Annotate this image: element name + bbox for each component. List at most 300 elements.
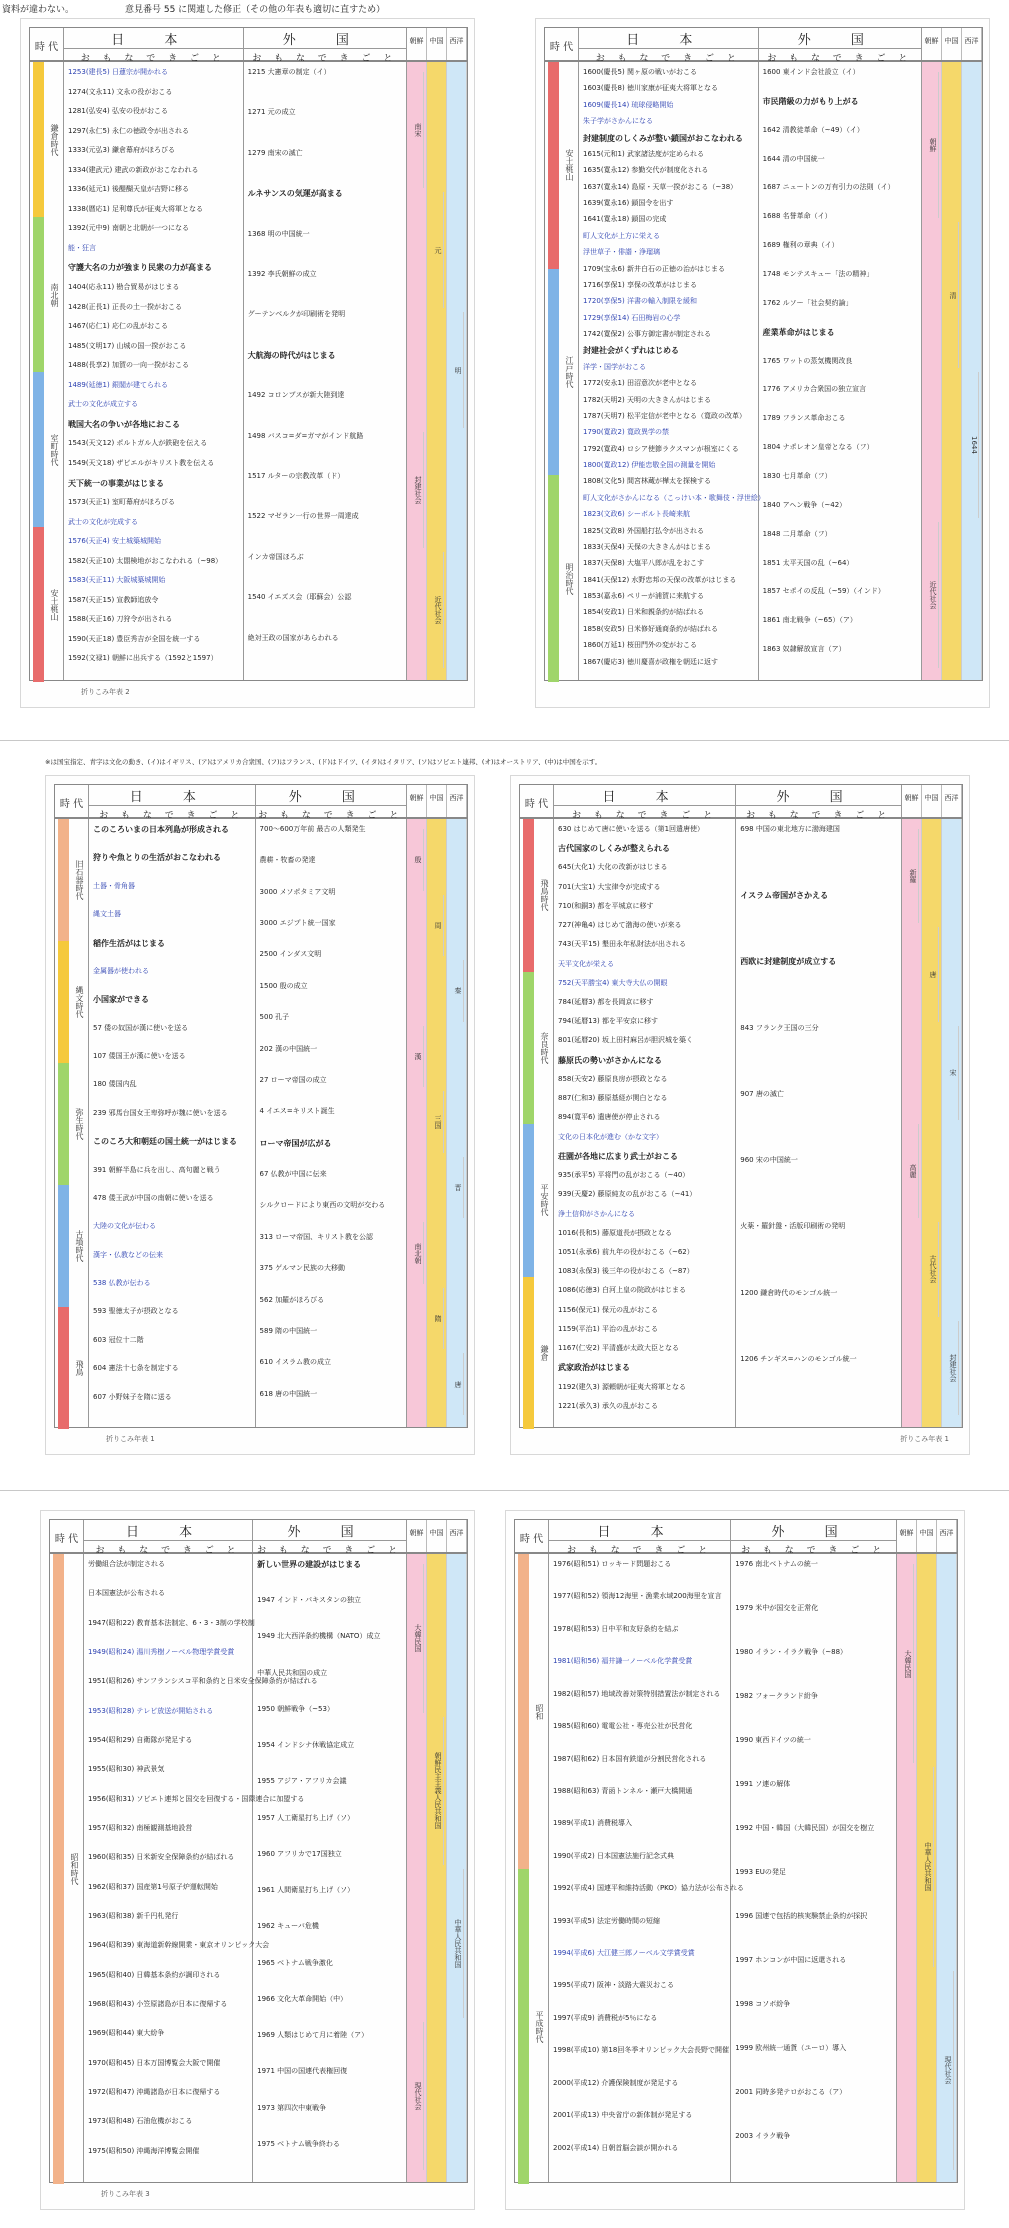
japan-event: 1221(承久3) 承久の乱がおこる [558, 1401, 658, 1410]
era-label: 鎌倉時代 [50, 123, 59, 156]
japan-event: 守護大名の力が強まり民衆の力が高まる [68, 263, 212, 273]
era-color-band [33, 62, 44, 217]
foreign-header [736, 785, 902, 821]
era-color-band [548, 475, 559, 682]
side-label-text: 唐 [450, 1353, 464, 1415]
side-label: 西洋 [937, 1520, 957, 1552]
era-label: 昭和時代 [70, 1853, 79, 1885]
japan-event: 1392(元中9) 南朝と北朝が一つになる [68, 224, 189, 233]
foreign-event: 1644 清の中国統一 [762, 154, 825, 163]
japan-events-column [89, 819, 256, 1427]
events-label: お も な で き ご と [746, 811, 892, 821]
japan-event: 1808(文化5) 間宮林蔵が樺太を探検する [583, 477, 711, 486]
japan-event: 1992(平成4) 国連平和維持活動（PKO）協力法が公布される [553, 1884, 744, 1893]
foreign-event: 907 唐の滅亡 [740, 1089, 784, 1098]
japan-event: 1488(長享2) 加賀の一向一揆がおこる [68, 361, 189, 370]
era-label: 南北朝 [50, 282, 59, 307]
japan-events-column [549, 1554, 744, 2182]
divider-1 [0, 740, 1009, 741]
japan-event: 1823(文政6) シーボルト長崎来航 [583, 510, 690, 519]
foreign-event: 843 フランク王国の三分 [740, 1023, 819, 1032]
japan-event: 1428(正長1) 正長の土一揆がおこる [68, 302, 182, 311]
foreign-event: 1998 コソボ紛争 [735, 2000, 791, 2008]
japan-event: 洋学・国学がおこる [583, 362, 646, 371]
era-color-band [53, 1554, 64, 2184]
foreign-event: 1965 ベトナム戦争激化 [257, 1958, 333, 1967]
sheet-footer: 折りこみ年表 3 [101, 2190, 150, 2198]
japan-event: 1947(昭和22) 教育基本法制定、6・3・3制の学校制 [88, 1618, 255, 1627]
side-label: 中国 [942, 28, 962, 60]
japan-event: 1982(昭和57) 地域改善対策特別措置法が制定される [553, 1689, 721, 1698]
events-label: お も な で き ご と [567, 1546, 713, 1556]
timeline-table [54, 818, 468, 1428]
japan-event: このころ大和朝廷の国土統一がはじまる [93, 1137, 237, 1147]
side-label: 朝鮮 [407, 28, 427, 60]
japan-event: 1016(長和5) 藤原道長が摂政となる [558, 1228, 672, 1237]
era-label: 鎌倉 [540, 1344, 549, 1361]
foreign-event: 1368 明の中国統一 [247, 229, 310, 238]
side-label-text: 晋 [450, 1157, 464, 1219]
side-label-text: 清 [945, 222, 959, 368]
japan-event: 1977(昭和52) 領海12海里・漁業水域200海里を宣言 [553, 1592, 722, 1601]
japan-event: 1582(天正10) 太閤検地がおこなわれる（~98） [68, 556, 223, 565]
side-label: 西洋 [447, 1520, 467, 1552]
japan-event: 1583(天正11) 大阪城築城開始 [68, 576, 166, 585]
foreign-event: 農耕・牧畜の発達 [259, 856, 316, 865]
foreign-event: 1765 ワットの蒸気機関改良 [762, 356, 853, 365]
foreign-event: 960 宋の中国統一 [740, 1156, 798, 1165]
japan-event: 1336(延元1) 後醍醐天皇が吉野に移る [68, 185, 189, 194]
foreign-event: 1973 第四次中東戦争 [257, 2103, 327, 2112]
japan-event: 1955(昭和30) 神武景気 [88, 1765, 165, 1774]
era-label: 江戸時代 [565, 355, 574, 388]
events-label: お も な で き ご と [258, 811, 404, 821]
foreign-event: 2003 イラク戦争 [735, 2132, 791, 2140]
japan-event: 1800(寛政12) 伊能忠敬全国の測量を開始 [583, 461, 716, 470]
foreign-event: 1955 アジア・アフリカ会議 [257, 1777, 347, 1786]
foreign-event: 1762 ルソー「社会契約論」 [762, 298, 853, 307]
side-columns [407, 62, 467, 680]
japan-event: 1281(弘安4) 弘安の役がおこる [68, 107, 168, 116]
side-label-text: 周 [430, 895, 444, 957]
japan-event: 浮世草子・俳諧・浄瑠璃 [583, 248, 660, 257]
foreign-event: グーテンベルクが印刷術を発明 [247, 310, 346, 319]
divider-2 [0, 1490, 1009, 1491]
japan-header [579, 28, 759, 64]
foreign-header [759, 28, 922, 64]
side-label-text: 新羅 [905, 829, 919, 923]
japan-header [549, 1520, 731, 1556]
foreign-event: 1962 キューバ危機 [257, 1922, 319, 1931]
side-label-text: 唐 [925, 927, 939, 1021]
japan-event: 1609(慶長14) 琉球侵略開始 [583, 100, 674, 109]
middle-legend-note: ※は国宝指定、青字は文化の動き、(イ)はイギリス、(ア)はアメリカ合衆国、(フ)はフランス、(ド)はドイツ、(イタ)はイタリア、(ソ)はソビエト連邦、(オ)はオーストリア、(中)は中国を示す。 [45, 758, 602, 766]
era-column [50, 1554, 84, 2182]
foreign-event: 1748 モンテスキュー「法の精神」 [762, 270, 874, 278]
japan-event: 752(天平勝宝4) 東大寺大仏の開眼 [558, 978, 668, 987]
top-title-note: 意見番号 55 に関連した修正（その他の年表も適切に直すため） [125, 5, 386, 15]
japan-event: 2000(平成12) 介護保険制度が発足する [553, 2078, 679, 2087]
foreign-event: 中華人民共和国の成立 [257, 1668, 328, 1677]
foreign-event: 1600 東インド会社設立（イ） [762, 68, 860, 76]
foreign-event: 589 隋の中国統一 [259, 1326, 318, 1335]
era-color-band [33, 372, 44, 527]
era-header: 時 代 [55, 785, 89, 817]
japan-event: 1995(平成7) 阪神・淡路大震災おこる [553, 1981, 674, 1990]
side-label-text: 封建社会 [410, 432, 424, 548]
foreign-event: 1861 南北戦争（~65）（ア） [762, 616, 857, 625]
timeline-table [514, 1553, 958, 2183]
japan-events-column [64, 62, 244, 680]
japan-event: 1787(天明7) 松平定信が老中となる（寛政の改革） [583, 411, 746, 420]
side-label-text: 南宋 [410, 72, 424, 188]
side-label-text: 三国 [430, 1091, 444, 1153]
japan-event: 939(天慶2) 藤原純友の乱がおこる（~41） [558, 1190, 697, 1199]
japan-event: 天下統一の事業がはじまる [68, 478, 164, 488]
foreign-event: 1991 ソ連の解体 [735, 1780, 791, 1788]
table-header [514, 1519, 958, 1556]
foreign-event: 1993 EUの発足 [735, 1868, 786, 1876]
foreign-event: 新しい世界の建設がはじまる [257, 1560, 362, 1569]
japan-event: 391 朝鮮半島に兵を出し、高句麗と戦う [93, 1165, 221, 1174]
side-column [942, 62, 962, 680]
foreign-events-column [244, 62, 407, 680]
foreign-event: 火薬・羅針盤・活版印刷術の発明 [740, 1222, 846, 1231]
japan-event: 1833(天保4) 天保の大ききんがはじまる [583, 542, 711, 551]
table-header [49, 1519, 468, 1556]
events-label: お も な で き ご と [741, 1546, 887, 1556]
foreign-event: 1200 鎌倉時代のモンゴル統一 [740, 1288, 838, 1297]
japan-event: 1954(昭和29) 自衛隊が発足する [88, 1736, 193, 1744]
era-header: 時 代 [50, 1520, 84, 1552]
japan-event: 1637(寛永14) 島原・天草一揆がおこる（~38） [583, 182, 738, 191]
foreign-event: 1857 セポイの反乱（~59）（インド） [762, 587, 885, 596]
side-header [407, 1520, 467, 1552]
era-label: 古墳時代 [75, 1230, 84, 1262]
events-label: お も な で き ご と [256, 1546, 403, 1556]
era-header: 時 代 [545, 28, 579, 60]
japan-event: 1949(昭和24) 湯川秀樹ノーベル物理学賞受賞 [88, 1648, 235, 1656]
era-color-band [523, 819, 534, 972]
foreign-event: 1957 人工衛星打ち上げ（ソ） [257, 1813, 355, 1822]
foreign-label: 外 国 [253, 1520, 406, 1541]
foreign-event: 562 加羅がほろびる [259, 1295, 325, 1304]
japan-event: 藤原氏の勢いがさかんになる [558, 1055, 662, 1065]
japan-event: 1742(寛保2) 公事方御定書が制定される [583, 330, 711, 339]
table-header [544, 27, 983, 64]
events-label: お も な で き ご と [767, 54, 913, 64]
japan-event: 1549(天文18) ザビエルがキリスト教を伝える [68, 458, 215, 467]
foreign-event: 1500 殷の成立 [259, 981, 308, 990]
japan-event: 1051(永承6) 前九年の役がおこる（~62） [558, 1247, 694, 1256]
foreign-event: 1688 名誉革命（イ） [762, 212, 832, 221]
japan-event: 1485(文明17) 山城の国一揆がおこる [68, 341, 187, 350]
japan-event: 武家政治がはじまる [558, 1363, 630, 1373]
japan-event: 1837(天保8) 大塩平八郎が乱をおこす [583, 559, 704, 568]
foreign-event: 西欧に封建制度が成立する [740, 957, 837, 967]
foreign-event: 1996 国連で包括的核実験禁止条約が採択 [735, 1912, 868, 1920]
table-header [519, 784, 963, 821]
japan-event: 1334(建武元) 建武の新政がおこなわれる [68, 165, 199, 174]
foreign-event: ルネサンスの気運が高まる [247, 189, 343, 199]
timeline-table [519, 818, 963, 1428]
foreign-event: ローマ帝国が広がる [259, 1138, 332, 1148]
era-label: 明治時代 [565, 562, 574, 595]
japan-event: 1489(延徳1) 銀閣が建てられる [68, 380, 168, 389]
japan-event: 1338(暦応1) 足利尊氏が征夷大将軍となる [68, 204, 203, 213]
foreign-event: シルクロードにより東西の文明が交わる [259, 1201, 386, 1210]
japan-event: 1086(応徳3) 白河上皇の院政がはじまる [558, 1286, 686, 1295]
japan-event: 武士の文化が完成する [68, 517, 138, 526]
era-label: 縄文時代 [75, 986, 84, 1018]
japan-event: 1603(慶長8) 徳川家康が征夷大将軍となる [583, 84, 718, 93]
japan-event: 784(延暦3) 都を長岡京に移す [558, 998, 654, 1007]
foreign-event: 1992 中国・韓国（大韓民国）が国交を樹立 [735, 1824, 875, 1832]
table-header [54, 784, 468, 821]
foreign-event: 27 ローマ帝国の成立 [259, 1075, 327, 1084]
side-label-text: 殷 [410, 829, 424, 891]
era-color-band [58, 1063, 69, 1185]
foreign-label: 外 国 [736, 785, 901, 806]
japan-event: 戦国大名の争いが各地におこる [68, 419, 180, 429]
era-color-band [58, 819, 69, 941]
foreign-event: 1961 人間衛星打ち上げ（ソ） [257, 1886, 355, 1895]
foreign-events-column [256, 819, 407, 1427]
side-label-text: 漢 [410, 1026, 424, 1088]
japan-event: 2001(平成13) 中央省庁の新体制が発足する [553, 2111, 693, 2120]
japan-event: 107 倭国王が漢に使いを送る [93, 1052, 186, 1061]
foreign-events-column [731, 1554, 897, 2182]
japan-event: 57 倭の奴国が漢に使いを送る [93, 1023, 189, 1032]
japan-event: 1965(昭和40) 日韓基本条約が調印される [88, 1970, 221, 1979]
japan-event: 小国家ができる [93, 995, 149, 1005]
foreign-header [731, 1520, 897, 1556]
events-label: お も な で き ご と [595, 54, 741, 64]
japan-event: 縄文土器 [93, 910, 121, 919]
foreign-event: 1954 インドシナ休戦協定成立 [257, 1741, 355, 1750]
era-label: 安土桃山 [565, 149, 574, 182]
era-color-band [523, 1124, 534, 1277]
japan-event: 狩りや魚とりの生活がおこなわれる [93, 853, 221, 863]
side-label-text: 近代社会 [430, 552, 444, 668]
japan-event: 1543(天文12) ポルトガル人が鉄砲を伝える [68, 439, 208, 448]
japan-event: 1825(文政8) 外国船打払令が出される [583, 526, 704, 535]
foreign-label: 外 国 [731, 1520, 896, 1541]
foreign-header [253, 1520, 407, 1556]
japan-event: 1639(寛永16) 鎖国令を出す [583, 199, 674, 208]
japan-event: 1641(寛永18) 鎖国の完成 [583, 215, 667, 224]
japan-event: 1969(昭和44) 東大紛争 [88, 2029, 165, 2038]
foreign-event: 313 ローマ帝国、キリスト教を公認 [259, 1232, 373, 1241]
japan-event: 180 倭国内乱 [93, 1080, 137, 1089]
side-label: 西洋 [942, 785, 962, 817]
foreign-event: 698 中国の東北地方に渤海建国 [740, 825, 840, 833]
foreign-event: 1960 アフリカで17国独立 [257, 1849, 342, 1858]
era-color-band [548, 62, 559, 269]
side-label: 朝鮮 [902, 785, 922, 817]
japan-event: 1156(保元1) 保元の乱がおこる [558, 1305, 658, 1314]
side-label-text: 隋 [430, 1288, 444, 1350]
japan-event: 727(神亀4) はじめて渤海の使いが来る [558, 921, 682, 930]
side-columns [897, 1554, 957, 2182]
japan-event: 1854(安政1) 日米和親条約が結ばれる [583, 608, 704, 617]
foreign-event: 1976 南北ベトナムの統一 [735, 1560, 818, 1568]
era-label: 飛鳥 [75, 1360, 84, 1376]
japan-event: 1987(昭和62) 日本国有鉄道が分割民営化される [553, 1754, 707, 1763]
era-label: 平安時代 [540, 1184, 549, 1217]
side-column [922, 819, 942, 1427]
foreign-event: 1689 権利の章典（イ） [762, 241, 839, 250]
side-label-text: 朝鮮民主主義人民共和国 [430, 1717, 444, 1866]
foreign-header [244, 28, 407, 64]
era-label: 平成時代 [535, 2010, 544, 2043]
timeline-sheet [45, 775, 475, 1455]
japan-event: 607 小野妹子を隋に送る [93, 1392, 172, 1401]
foreign-event: 1848 二月革命（フ） [762, 529, 832, 538]
japan-event: 1600(慶長5) 関ヶ原の戦いがおこる [583, 68, 697, 76]
foreign-events-column [759, 62, 922, 680]
foreign-events-column [253, 1554, 407, 2182]
foreign-event: 1971 中国の国連代表権回復 [257, 2067, 348, 2076]
foreign-event: 1540 イエズス会（耶蘇会）公認 [247, 593, 352, 602]
era-column [55, 819, 89, 1427]
foreign-event: インカ帝国ほろぶ [247, 552, 304, 561]
foreign-event: イスラム帝国がさかえる [740, 891, 829, 901]
sheet-footer: 折りこみ年表 1 [106, 1435, 155, 1443]
foreign-event: 1979 米中が国交を正常化 [735, 1604, 819, 1612]
foreign-event: 3000 エジプト統一国家 [259, 919, 336, 928]
era-color-band [33, 217, 44, 372]
japan-event: 労働組合法が制定される [88, 1560, 165, 1568]
foreign-event: 1830 七月革命（フ） [762, 472, 832, 480]
japan-event: 浄土信仰がさかんになる [558, 1209, 635, 1218]
japan-event: 金属器が使われる [93, 966, 149, 975]
japan-event: 1716(享保1) 享保の改革がはじまる [583, 280, 697, 289]
japan-label: 日 本 [579, 28, 758, 49]
japan-event: 封建社会がくずれはじめる [583, 346, 679, 356]
side-label-text: 現代社会 [410, 2022, 424, 2171]
era-column [545, 62, 579, 680]
events-label: お も な で き ご と [99, 811, 245, 821]
side-label: 中国 [427, 28, 447, 60]
timeline-table [49, 1553, 468, 2183]
japan-event: 1953(昭和28) テレビ放送が開始される [88, 1706, 214, 1715]
era-color-band [523, 1277, 534, 1430]
side-header [922, 28, 982, 60]
japan-event: 1274(文永11) 文永の役がおこる [68, 87, 173, 96]
japan-event: 894(寛平6) 遣唐使が停止される [558, 1113, 661, 1122]
japan-event: 1590(天正18) 豊臣秀吉が全国を統一する [68, 634, 201, 643]
era-label: 安土桃山 [50, 588, 59, 621]
side-label: 中国 [427, 785, 447, 817]
japan-label: 日 本 [84, 1520, 252, 1541]
side-label-text: 明 [450, 312, 464, 428]
japan-event: 1729(享保14) 石田梅岩の心学 [583, 313, 681, 322]
japan-event: 710(和銅3) 都を平城京に移す [558, 901, 654, 910]
japan-event: 1988(昭和63) 青函トンネル・瀬戸大橋開通 [553, 1786, 693, 1795]
japan-event: 1968(昭和43) 小笠原諸島が日本に復帰する [88, 2000, 228, 2008]
japan-event: 1972(昭和47) 沖縄諸島が日本に復帰する [88, 2088, 221, 2096]
japan-event: 1253(建長5) 日蓮宗が開かれる [68, 68, 168, 76]
side-column [407, 819, 427, 1427]
japan-event: 1970(昭和45) 日本万国博覧会大阪で開催 [88, 2058, 221, 2067]
japan-event: 1333(元弘3) 鎌倉幕府がほろびる [68, 146, 175, 155]
foreign-event: 1851 太平天国の乱（~64） [762, 558, 854, 567]
japan-event: 603 冠位十二階 [93, 1335, 144, 1344]
japan-label: 日 本 [64, 28, 243, 49]
japan-event: 593 聖徳太子が摂政となる [93, 1307, 179, 1316]
japan-event: 1951(昭和26) サンフランシスコ平和条約と日米安全保障条約が結ばれる [88, 1677, 318, 1686]
side-columns [922, 62, 982, 680]
japan-event: 604 憲法十七条を制定する [93, 1364, 179, 1373]
foreign-events-column [736, 819, 902, 1427]
era-label: 飛鳥時代 [540, 879, 549, 912]
era-color-band [33, 527, 44, 682]
japan-event: 町人文化がさかんになる（こっけい本・歌舞伎・浮世絵） [583, 493, 765, 502]
japan-event: 1841(天保12) 水野忠邦の天保の改革がはじまる [583, 575, 737, 584]
japan-event: 漢字・仏教などの伝来 [93, 1250, 163, 1259]
japan-event: 1867(慶応3) 徳川慶喜が政権を朝廷に返す [583, 657, 718, 666]
foreign-event: 1492 コロンブスが新大陸到達 [247, 391, 345, 400]
japan-events-column [579, 62, 765, 680]
japan-event: 630 はじめて唐に使いを送る（第1回遣唐使） [558, 825, 705, 833]
japan-event: 荘園が各地に広まり武士がおこる [558, 1151, 678, 1161]
foreign-event: 1498 バスコ=ダ=ガマがインド航路 [247, 431, 364, 440]
japan-event: 1964(昭和39) 東海道新幹線開業・東京オリンピック大会 [88, 1941, 270, 1950]
foreign-event: 1950 朝鮮戦争（~53） [257, 1704, 334, 1713]
side-label: 西洋 [962, 28, 982, 60]
japan-event: 1587(天正15) 宣教師追放令 [68, 595, 159, 604]
japan-event: 1960(昭和35) 日米新安全保障条約が結ばれる [88, 1853, 235, 1862]
era-column [515, 1554, 549, 2182]
foreign-event: 700～600万年前 最古の人類発生 [259, 825, 366, 833]
japan-event: 1853(嘉永6) ペリーが浦賀に来航する [583, 592, 704, 601]
side-label-text: 南北朝 [410, 1222, 424, 1284]
sheet-footer: 折りこみ年表 2 [81, 688, 130, 696]
japan-event: 1981(昭和56) 福井謙一ノーベル化学賞受賞 [553, 1657, 693, 1666]
japan-event: 天平文化が栄える [558, 959, 614, 968]
foreign-event: 2001 同時多発テロがおこる（ア） [735, 2088, 847, 2096]
foreign-event: 1522 マゼラン一行の世界一周達成 [247, 512, 359, 521]
japan-event: 1973(昭和48) 石油危機がおこる [88, 2117, 193, 2126]
japan-event: 1167(仁安2) 平清盛が太政大臣となる [558, 1344, 679, 1353]
japan-event: 古代国家のしくみが整えられる [558, 844, 670, 854]
sheet-footer: 折りこみ年表 1 [900, 1435, 949, 1443]
events-label: お も な で き ご と [95, 1546, 241, 1556]
events-label: お も な で き ご と [80, 54, 226, 64]
japan-event: 1998(平成10) 第18回冬季オリンピック大会長野で開催 [553, 2046, 730, 2055]
side-label-text: 1644 [965, 372, 979, 518]
side-column [447, 1554, 467, 2182]
side-label: 朝鮮 [407, 785, 427, 817]
japan-event: 1989(平成1) 消費税導入 [553, 1819, 632, 1828]
japan-event: 1297(永仁5) 永仁の徳政令が出される [68, 126, 189, 135]
japan-event: 1592(文禄1) 朝鮮に出兵する（1592と1597） [68, 654, 218, 663]
foreign-event: 1804 ナポレオン皇帝となる（フ） [762, 443, 874, 452]
era-label: 室町時代 [50, 433, 59, 466]
japan-event: 1963(昭和38) 新千円札発行 [88, 1912, 179, 1920]
foreign-event: 375 ゲルマン民族の大移動 [259, 1264, 345, 1273]
japan-event: 1997(平成9) 消費税が5％になる [553, 2013, 658, 2022]
japan-event: 1588(天正16) 刀狩令が出される [68, 615, 173, 624]
side-label-text: 高麗 [905, 1124, 919, 1218]
japan-event: 1858(安政5) 日米修好通商条約が結ばれる [583, 624, 718, 633]
japan-event: 1467(応仁1) 応仁の乱がおこる [68, 322, 168, 331]
japan-event: 1576(天正4) 安土城築城開始 [68, 537, 161, 546]
japan-event: 1976(昭和51) ロッキード問題おこる [553, 1560, 672, 1568]
side-label-text: 宋 [945, 1026, 959, 1120]
side-header [902, 785, 962, 817]
